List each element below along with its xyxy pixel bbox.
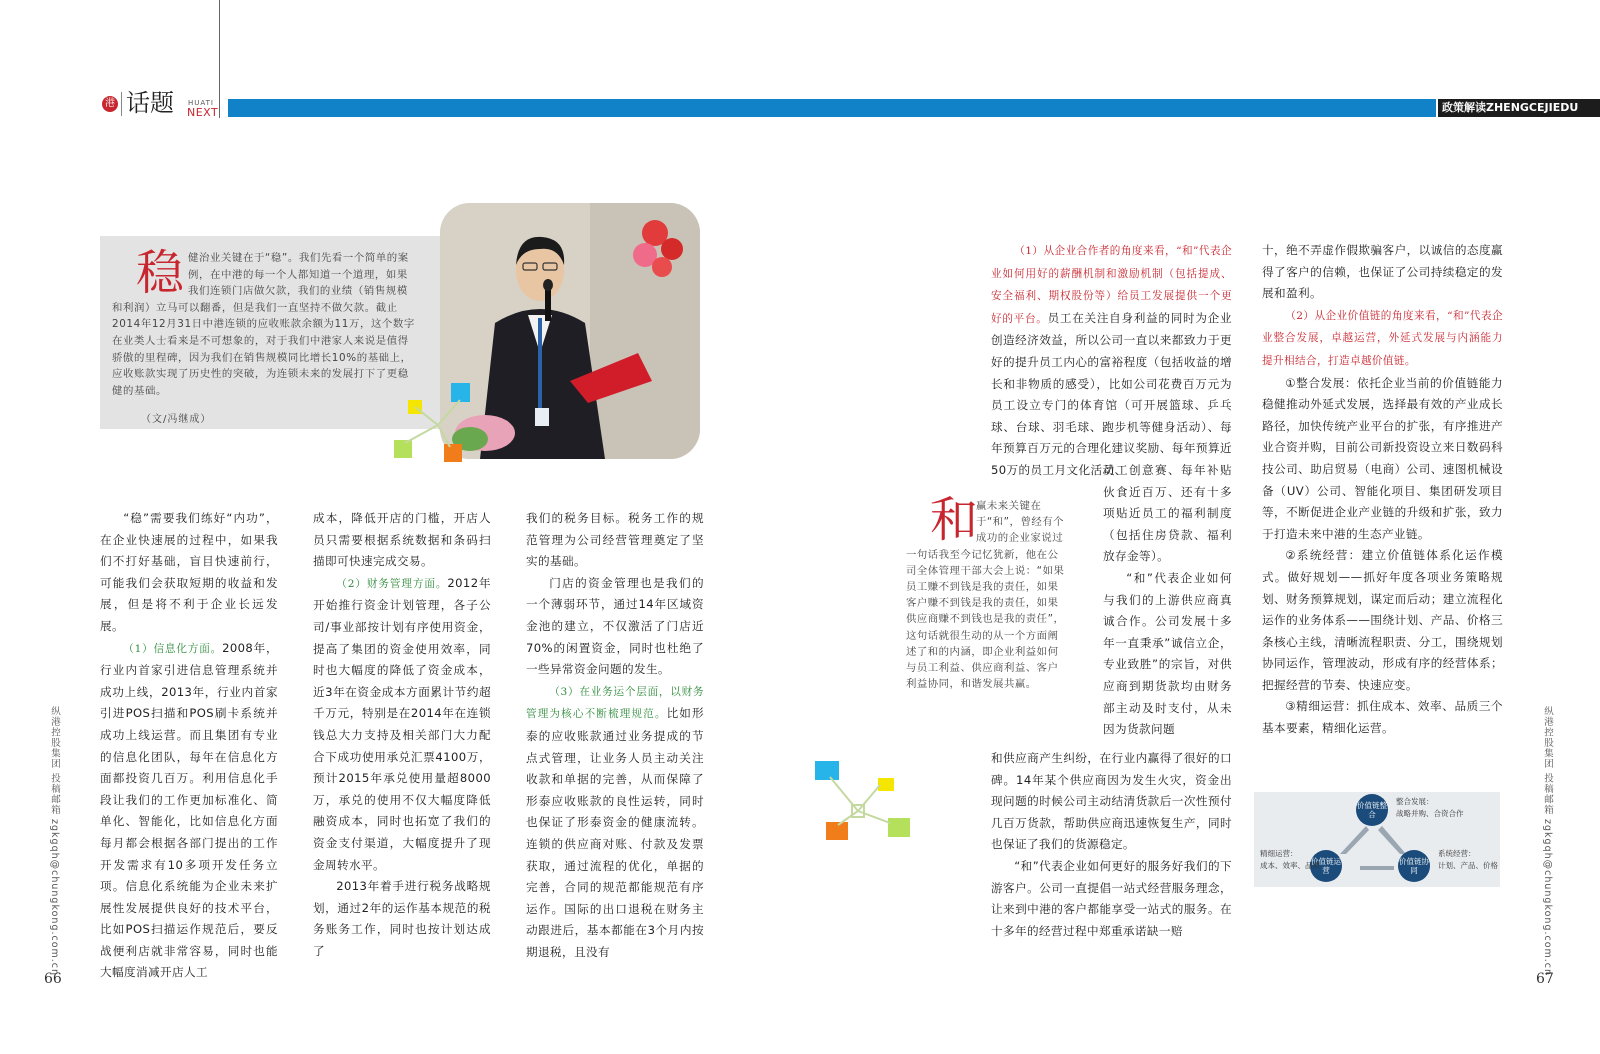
paragraph: 门店的资金管理也是我们的一个薄弱环节，通过14年区域资金池的建立，不仅激活了门店近70%的闲置资金，同时也杜绝了一些异常资金问题的发生。 bbox=[526, 575, 704, 677]
paragraph: ①整合发展：依托企业当前的价值链能力稳健推动外延式发展，选择最有效的产业成长路径，加快传统产业平台的扩张，有序推进产业合资并购，目前公司新投资设立来日数码科技公司、助启贸易（电商）公司、速图机械设备（UV）公司、智能化项目、集团研发项目等，不断促进企业产业链的升级和扩张，致力于打造未来中港的生态产业链。 bbox=[1262, 375, 1503, 541]
column-title: 话题 bbox=[126, 89, 174, 117]
article-column-4-bottom bbox=[991, 748, 1232, 942]
article-column-5 bbox=[1262, 240, 1503, 740]
paragraph: （3）在业务运个层面，以财务管理为核心不断梳理规范。比如形泰的应收账款通过业务提成的节点式管理，让业务人员主动关注收款和单据的完善，从而保障了形泰应收账款的良性运转，同时也保证了形泰资金的健康流转。连锁的供应商对账、付款及发票获取，通过流程的优化，单据的完善，合同的规范都能规范有序运作。国际的出口退税在财务主动跟进后，基本都能在3个月内按期退税，且没有 bbox=[526, 685, 704, 959]
page-number-left: 66 bbox=[44, 971, 62, 987]
paragraph: “稳”需要我们练好“内功”，在企业快速展的过程中，如果我们不打好基础，盲目快速前行，可能我们会获取短期的收益和发展，但是将不利于企业长远发展。 bbox=[100, 511, 278, 633]
page-number-right: 67 bbox=[1536, 971, 1554, 987]
side-label-left: 纵港控股集团 投稿邮箱 zgkgqh@chungkong.com.cn bbox=[49, 706, 60, 977]
paragraph: “和”代表企业如何更好的服务好我们的下游客户。公司一直提倡一站式经营服务理念，让来到中港的客户都能享受一站式的服务。在十多年的经营过程中郑重承诺缺一赔 bbox=[991, 858, 1232, 938]
subheading-green: （3）在业务运个层面，以财务管理为核心不断梳理规范。 bbox=[526, 685, 704, 721]
subheading-green: （2）财务管理方面。 bbox=[336, 577, 448, 590]
intro-text: 健治业关键在于“稳”。我们先看一个简单的案例，在中港的每一个人都知道一个道理，如果我们连锁门店做欠款，我们的业绩（销售规模和利润）立马可以翻番，但是我们一直坚持不做欠款。截止2014年12月31日中港连锁的应收账款余额为11万，这个数字在业类人士看来是不可想象的，对于我们中港家人来说是值得骄傲的里程碑，因为我们在销售规模同比增长10%的基础上，应收账款实现了历史性的突破，为连锁未来的发展打下了更稳健的基础。 bbox=[112, 252, 415, 397]
intro-drop-cap: 稳 bbox=[136, 245, 185, 301]
intro-author: （文/冯继成） bbox=[141, 414, 212, 425]
subheading-green: （1）信息化方面。 bbox=[123, 642, 223, 655]
header-separator bbox=[121, 92, 122, 116]
speaker-illustration bbox=[440, 203, 700, 459]
article-column-3 bbox=[526, 508, 704, 963]
paragraph: 成本，降低开店的门槛，开店人员只需要根据系统数据和条码扫描即可快速完成交易。 bbox=[313, 511, 491, 569]
subheading-red: （1）从企业合作者的角度来看，“和”代表企业如何用好的薪酬机制和激励机制（包括提成、安全福利、期权股份等）给员工发展提供一个更好的平台。 bbox=[991, 245, 1232, 325]
side-label-right: 纵港控股集团 投稿邮箱 zgkgqh@chungkong.com.cn bbox=[1542, 706, 1553, 977]
paragraph: ③精细运营：抓住成本、效率、品质三个基本要素，精细化运营。 bbox=[1262, 699, 1503, 736]
paragraph: 我们的税务目标。税务工作的规范管理为公司经营管理奠定了坚实的基础。 bbox=[526, 511, 704, 569]
paragraph bbox=[1262, 305, 1503, 373]
node-value-chain-synergy: 价值链协同 bbox=[1398, 850, 1430, 882]
paragraph: 2013年着手进行税务战略规划，通过2年的运作基本规范的税务账务工作，同时也按计划达成了 bbox=[313, 879, 491, 958]
article-column-2 bbox=[313, 508, 491, 962]
node-value-chain-integration: 价值链整合 bbox=[1356, 794, 1388, 826]
decor-lines bbox=[400, 395, 470, 455]
speaker-photo bbox=[440, 203, 700, 459]
article-column-1 bbox=[100, 508, 278, 984]
subheading-red: （2）从企业价值链的角度来看，“和”代表企业整合发展，卓越运营，外延式发展与内涵能力提升相结合，打造卓越价值链。 bbox=[1262, 309, 1503, 367]
header-blue-bar bbox=[228, 99, 1436, 117]
he-text: 赢未来关键在于“和”，曾经有个成功的企业家说过一句话我至今记忆犹新，他在公司全体管理干部大会上说：“如果员工赚不到钱是我的责任，如果客户赚不到钱是我的责任，如果供应商赚不到钱也是我的责任”，这句话就很生动的从一个方面阐述了和的内涵，即企业利益如何与员工利益、供应商利益、客户利益协同，和谐发展共赢。 bbox=[906, 500, 1065, 691]
paragraph: 员工创意赛、每年补贴伙食近百万、还有十多项贴近员工的福利制度（包括住房贷款、福利放存金等）。 bbox=[1103, 463, 1232, 564]
paragraph: “和”代表企业如何与我们的上游供应商真诚合作。公司发展十多年一直秉承”诚信立企，专业致胜”的宗旨，对供应商到期货款均由财务部主动及时支付，从未因为货款问题 bbox=[1103, 570, 1232, 737]
paragraph: ②系统经营：建立价值链体系化运作模式。做好规划——抓好年度各项业务策略规划、财务预算规划，谋定而后动；建立流程化运作的业务体系——围绕计划、产品、价格三条核心主线，清晰流程职责、分工，围绕规划协同运作，管理波动，形成有序的经营体系；把握经营的节奏、快速应变。 bbox=[1262, 548, 1503, 692]
paragraph: （2）财务管理方面。2012年开始推行资金计划管理，各子公司/事业部按计划有序使用资金，提高了集团的资金使用效率，同时也大幅度的降低了资金成本，近3年在资金成本方面累计节约超千万元，特别是在2014年在连锁钱总大力支持及相关部门大力配合下成功使用承兑汇票4100万，预计2015年承兑使用量超8000万，承兑的使用不仅大幅度降低融资成本，同时也拓宽了我们的资金支付渠道，大幅度提升了现金周转水平。 bbox=[313, 575, 491, 872]
node-value-chain-operation: 价值链运营 bbox=[1310, 850, 1342, 882]
diagram-label-system: 系统经营： 计划、产品、价格 bbox=[1438, 849, 1498, 870]
he-drop-cap: 和 bbox=[930, 492, 979, 548]
decor-lines bbox=[828, 775, 908, 830]
column-title-pinyin: HUATI bbox=[188, 99, 214, 107]
article-column-4-middle bbox=[1103, 460, 1232, 741]
diagram-label-integration: 整合发展： 战略并购、合资合作 bbox=[1396, 797, 1464, 818]
section-label: 政策解读ZHENGCEJIEDU bbox=[1438, 99, 1600, 117]
paragraph: （1）信息化方面。2008年，行业内首家引进信息管理系统并成功上线，2013年，行业内首家引进POS扫描和POS刷卡系统并成功上线运营。而且集团有专业的信息化团队，每年在信息化方面都投资几百万。利用信息化手段让我们的工作更加标准化、简单化、智能化，比如信息化方面每月都会根据各部门提出的工作开发需求有10多项开发任务立项。信息化系统能为企业未来扩展性发展提供良好的技术平台，比如POS扫描运作规范后，要反战便利店就非常容易，同时也能大幅度消减开店人工 bbox=[100, 640, 278, 980]
paragraph: 十，绝不弄虚作假欺骗客户，以诚信的态度赢得了客户的信赖，也保证了公司持续稳定的发展和盈利。 bbox=[1262, 243, 1503, 301]
paragraph: （1）从企业合作者的角度来看，“和”代表企业如何用好的薪酬机制和激励机制（包括提成、安全福利、期权股份等）给员工发展提供一个更好的平台。员工在关注自身利益的同时为企业创造经济效益，所以公司一直以来都致力于更好的提升员工内心的富裕程度（包括收益的增长和非物质的感受），比如公司花费百万元为员工设立专门的体育馆（可开展篮球、乒乓球、台球、羽毛球、跑步机等健身活动）、每年预算百万元的合理化建议奖励、每年预算近50万的员工月文化活动、 bbox=[991, 245, 1232, 477]
article-column-4-top bbox=[991, 240, 1232, 482]
diagram-label-operation: 精细运营： 成本、效率、品质 bbox=[1260, 849, 1320, 870]
paragraph: 和供应商产生纠纷，在行业内赢得了很好的口碑。14年某个供应商因为发生火灾，资金出现问题的时候公司主动结清货款后一次性预付几百万货款，帮助供应商迅速恢复生产，同时也保证了我们的货源稳定。 bbox=[991, 751, 1232, 852]
value-chain-diagram bbox=[1254, 792, 1500, 887]
column-title-english: NEXT bbox=[187, 106, 219, 119]
header-divider-line bbox=[219, 0, 220, 118]
brand-badge: 港 bbox=[102, 96, 118, 112]
